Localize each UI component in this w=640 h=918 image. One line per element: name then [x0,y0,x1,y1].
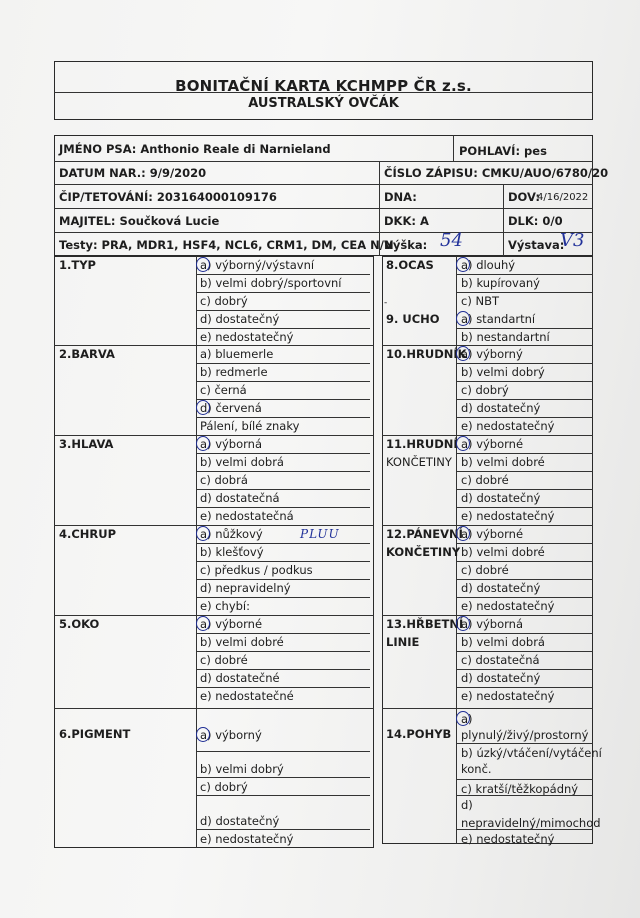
option-divider [196,310,370,311]
section-divider [54,525,374,526]
breed-title: AUSTRALSKÝ OVČÁK [248,96,399,111]
selection-circle [456,311,470,326]
section-divider [382,615,593,616]
option-divider [456,651,593,652]
selection-circle [196,727,210,742]
section-divider [382,525,593,526]
option-divider [456,292,593,293]
criterion-label-line2: KONČETINY [386,455,452,469]
option-divider [456,561,593,562]
option-item[interactable]: a) nůžkový [200,527,263,541]
option-divider [456,489,593,490]
option-item[interactable]: a) výborná [200,437,262,451]
registration-number: ČÍSLO ZÁPISU: CMKU/AUO/6780/20 [384,166,609,180]
info-divider-v [503,184,504,256]
section-divider [54,615,374,616]
option-divider [196,543,370,544]
selection-circle [196,616,210,631]
info-divider [54,208,593,209]
option-divider [456,381,593,382]
option-divider [456,597,593,598]
option-item[interactable]: b) velmi dobré [461,544,545,559]
option-item[interactable]: c) dostatečná [461,652,540,667]
criterion-label-line2: KONČETINY [386,545,461,559]
option-divider [456,579,593,580]
selection-circle [456,346,470,361]
option-item[interactable]: c) dobrá [200,472,248,487]
info-divider [54,232,593,233]
option-divider [456,829,593,830]
dlk: DLK: 0/0 [508,214,563,228]
height-handwritten: 54 [440,230,463,251]
criterion-label: 1.TYP [59,258,96,272]
option-item[interactable]: nepravidelný/mimochod [461,816,601,830]
option-item[interactable]: c) NBT [461,293,499,308]
selection-circle [196,436,210,451]
criterion-label: 14.POHYB [386,727,452,741]
selection-circle [456,616,470,631]
section-divider [382,345,593,346]
option-item[interactable]: e) nedostatečná [200,508,294,523]
option-item[interactable]: c) dobré [461,472,509,487]
option-item[interactable]: a) [461,712,473,726]
section-divider [382,708,593,709]
dov-value: 4/16/2022 [537,192,589,203]
selection-circle [456,257,470,272]
info-divider [54,161,593,162]
height-label: Výška: [384,238,428,252]
option-item[interactable]: b) velmi dobrý/sportovní [200,275,342,290]
show-handwritten: V3 [560,230,585,251]
option-item[interactable]: c) předkus / podkus [200,562,313,577]
option-divider [196,579,370,580]
option-divider [196,777,370,778]
option-item[interactable]: d) nepravidelný [200,580,291,595]
option-divider [456,543,593,544]
option-divider [456,471,593,472]
criterion-label: 11.HRUDNÍ [386,437,458,451]
dog-sex: POHLAVÍ: pes [459,144,547,158]
option-item[interactable]: c) dobrý [461,382,509,397]
option-divider [196,328,370,329]
section-divider [54,345,374,346]
option-item[interactable]: b) úzký/vtáčení/vytáčení [461,746,602,760]
option-item[interactable]: b) velmi dobrý [461,364,545,379]
show-label: Výstava: [508,238,565,252]
option-item[interactable]: d) dostatečný [461,580,541,595]
dna-label: DNA: [384,190,417,204]
option-divider [196,751,370,752]
option-item[interactable]: d) červená [200,400,262,415]
option-item[interactable]: a) výborný [461,347,523,361]
option-divider [456,779,593,780]
dov-label: DOV: [508,190,540,204]
option-item[interactable]: c) dobrý [200,293,248,308]
option-divider [456,687,593,688]
option-divider [196,363,370,364]
criterion-label: 12.PÁNEVNÍ [386,527,463,541]
option-item[interactable]: e) nedostatečný [461,418,555,433]
option-divider [196,471,370,472]
option-divider [196,399,370,400]
option-divider [456,507,593,508]
option-divider [456,453,593,454]
option-item[interactable]: b) velmi dobrý [200,762,284,776]
option-item[interactable]: b) kupírovaný [461,275,540,290]
option-item[interactable]: d) dostatečné [200,670,280,685]
option-item[interactable]: a) výborné [200,617,263,631]
option-divider [196,489,370,490]
option-item[interactable]: c) dobré [200,652,248,667]
option-divider [196,651,370,652]
option-divider [456,399,593,400]
option-item[interactable]: e) nedostatečné [200,688,294,703]
option-item[interactable]: e) nedostatečný [461,598,555,613]
dkk: DKK: A [384,214,429,228]
option-item[interactable]: a) dlouhý [461,258,516,272]
option-divider [196,381,370,382]
option-divider [196,687,370,688]
option-divider [456,633,593,634]
option-item[interactable]: a) standartní [461,312,536,326]
option-item[interactable]: b) klešťový [200,544,264,559]
owner: MAJITEL: Součková Lucie [59,214,220,228]
option-item[interactable]: e) nedostatečný [200,329,294,344]
criterion-label: 3.HLAVA [59,437,114,451]
section-divider [54,435,374,436]
option-item[interactable]: b) velmi dobrá [461,634,545,649]
option-item[interactable]: d) dostatečná [200,490,280,505]
option-divider [196,795,370,796]
option-item[interactable]: d) [461,798,473,812]
option-item[interactable]: e) nedostatečný [461,832,555,846]
option-item[interactable]: d) dostatečný [461,670,541,685]
document-title: BONITAČNÍ KARTA KCHMPP ČR z.s. [175,77,472,95]
option-divider [456,669,593,670]
option-item[interactable]: e) chybí: [200,598,251,613]
option-item[interactable]: b) nestandartní [461,329,550,344]
criterion-label: 13.HŘBETNÍ [386,617,464,631]
option-item[interactable]: a) výborný [200,728,262,742]
selection-circle [456,526,470,541]
criterion-label: 5.OKO [59,617,100,631]
option-divider [196,633,370,634]
criterion-label: 8.OCAS [386,258,434,272]
selection-circle [196,526,210,541]
option-divider [196,453,370,454]
dash-mark: - [384,298,388,308]
section-divider [54,708,374,709]
option-item[interactable]: b) velmi dobré [200,634,284,649]
option-item[interactable]: b) redmerle [200,364,268,379]
option-item[interactable]: c) kratší/těžkopádný [461,782,579,796]
option-divider [456,795,593,796]
option-divider [196,669,370,670]
section-divider [382,435,593,436]
option-item[interactable]: a) výborné [461,437,524,451]
option-item[interactable]: c) dobré [461,562,509,577]
option-item[interactable]: e) nedostatečný [461,688,555,703]
criterion-label: 2.BARVA [59,347,115,361]
option-item[interactable]: c) černá [200,382,247,397]
option-item[interactable]: a) bluemerle [200,347,274,361]
option-item[interactable]: d) dostatečný [200,814,280,828]
criterion-label: 10.HRUDNÍK [386,347,467,361]
option-item[interactable]: plynulý/živý/prostorný [461,728,589,742]
option-divider [456,274,593,275]
option-item[interactable]: d) dostatečný [200,311,280,326]
option-divider [456,363,593,364]
selection-circle [456,436,470,451]
option-item[interactable]: b) velmi dobré [461,454,545,469]
teeth-handwritten-note: PLUU [300,527,340,541]
option-divider [196,829,370,830]
option-item[interactable]: e) nedostatečný [200,832,294,846]
option-item[interactable]: Pálení, bílé znaky [200,418,300,433]
birth-date: DATUM NAR.: 9/9/2020 [59,166,207,180]
option-item[interactable]: b) velmi dobrá [200,454,284,469]
criterion-label: 9. UCHO [386,312,440,326]
option-item[interactable]: a) výborná [461,617,523,631]
info-divider-v [453,135,454,161]
option-divider [456,328,593,329]
chip-number: ČIP/TETOVÁNÍ: 203164000109176 [59,190,277,204]
option-divider [196,292,370,293]
option-item[interactable]: d) dostatečný [461,490,541,505]
criterion-label-line2: LINIE [386,635,420,649]
criterion-label: 6.PIGMENT [59,727,131,741]
selection-circle [196,257,210,272]
health-tests: Testy: PRA, MDR1, HSF4, NCL6, CRM1, DM, CEA N/N [59,238,394,252]
option-item[interactable]: a) výborný/výstavní [200,258,315,272]
option-divider [456,743,593,744]
option-item[interactable]: d) dostatečný [461,400,541,415]
option-item[interactable]: konč. [461,762,492,776]
option-divider [196,507,370,508]
option-divider [196,417,370,418]
selection-circle [196,400,210,415]
option-item[interactable]: a) výborné [461,527,524,541]
option-divider [456,417,593,418]
selection-circle [456,711,470,726]
option-divider [196,274,370,275]
option-item[interactable]: e) nedostatečný [461,508,555,523]
criterion-label: 4.CHRUP [59,527,117,541]
info-divider [54,184,593,185]
option-item[interactable]: c) dobrý [200,780,248,794]
option-divider [196,597,370,598]
option-divider [196,561,370,562]
dog-name: JMÉNO PSA: Anthonio Reale di Narnieland [59,142,331,156]
